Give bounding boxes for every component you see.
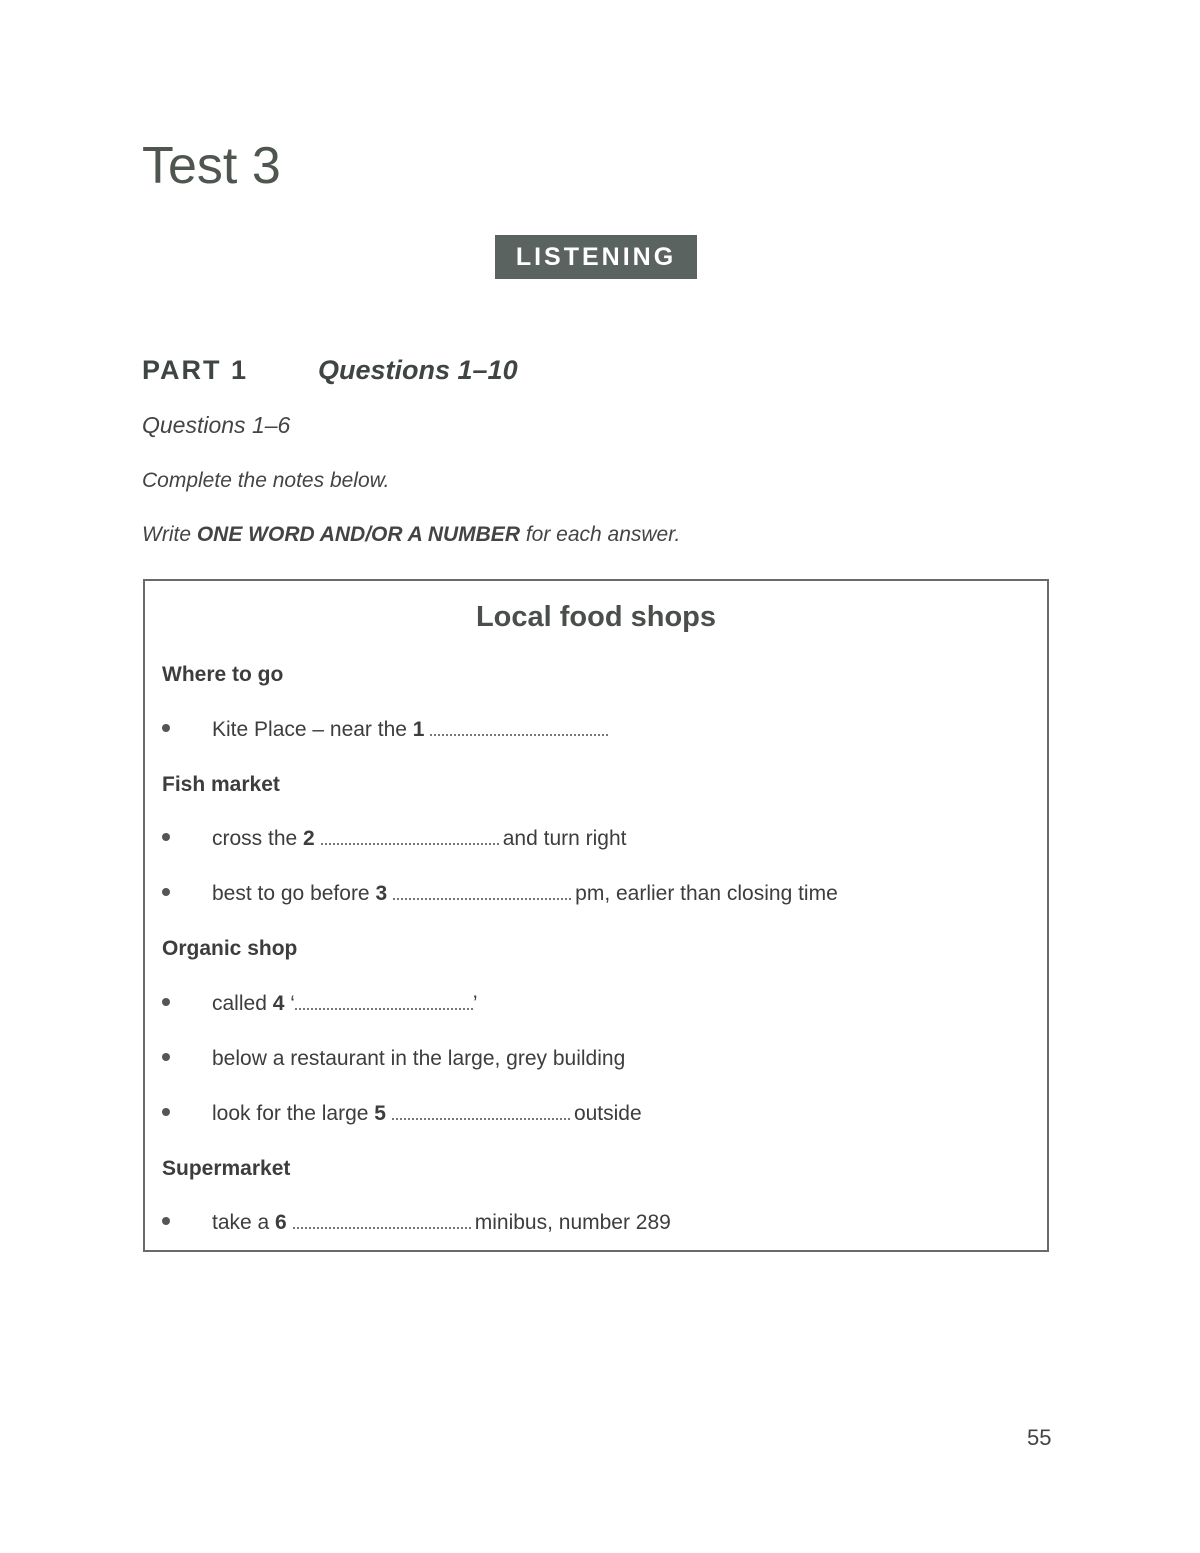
bullet-icon xyxy=(162,1108,170,1116)
note-item-q1 xyxy=(162,718,612,742)
note-text-after: minibus, number 289 xyxy=(474,1211,671,1234)
close-quote: ’ xyxy=(472,992,478,1015)
section-badge: LISTENING xyxy=(495,235,697,279)
answer-gap-4[interactable] xyxy=(295,1007,473,1010)
bullet-icon xyxy=(162,833,170,841)
instruction-complete: Complete the notes below. xyxy=(142,469,390,492)
instruction-write-prefix: Write xyxy=(142,523,197,546)
note-text: cross the xyxy=(212,827,304,850)
part-questions-range: Questions 1–10 xyxy=(318,355,518,385)
bullet-icon xyxy=(162,1217,170,1225)
note-text: take a xyxy=(212,1211,276,1234)
part-label: PART 1 xyxy=(142,355,249,385)
note-item-q6 xyxy=(162,1211,671,1235)
note-item-q4 xyxy=(162,992,478,1016)
answer-gap-6[interactable] xyxy=(293,1226,471,1229)
section-heading-supermarket: Supermarket xyxy=(162,1157,291,1180)
instruction-write xyxy=(142,523,680,547)
answer-gap-5[interactable] xyxy=(392,1117,570,1120)
page-number: 55 xyxy=(1027,1425,1052,1450)
section-heading-organic-shop: Organic shop xyxy=(162,937,298,960)
instruction-write-suffix: for each answer. xyxy=(519,523,681,546)
note-item-q5 xyxy=(162,1102,642,1126)
note-item-restaurant xyxy=(162,1047,625,1071)
question-number: 6 xyxy=(275,1211,287,1234)
instruction-write-emphasis: ONE WORD AND/OR A NUMBER xyxy=(196,523,520,546)
test-title: Test 3 xyxy=(142,137,281,195)
note-item-q2 xyxy=(162,827,626,851)
note-text-after: outside xyxy=(573,1102,642,1125)
note-text-after: pm, earlier than closing time xyxy=(575,882,838,905)
sub-questions-range: Questions 1–6 xyxy=(142,412,291,438)
bullet-icon xyxy=(162,724,170,732)
section-heading-where-to-go: Where to go xyxy=(162,663,284,686)
answer-gap-1[interactable] xyxy=(430,733,608,736)
note-text: best to go before xyxy=(212,882,376,905)
answer-gap-2[interactable] xyxy=(321,842,499,845)
section-heading-fish-market: Fish market xyxy=(162,773,280,796)
question-number: 5 xyxy=(374,1102,386,1125)
question-number: 4 xyxy=(272,992,285,1015)
note-text: below a restaurant in the large, grey building xyxy=(212,1047,626,1070)
note-text: called xyxy=(212,992,273,1015)
note-item-q3 xyxy=(162,882,838,906)
question-number: 1 xyxy=(412,718,425,741)
bullet-icon xyxy=(162,1053,170,1061)
answer-gap-3[interactable] xyxy=(393,897,571,900)
bullet-icon xyxy=(162,998,170,1006)
open-quote: ‘ xyxy=(290,992,295,1015)
bullet-icon xyxy=(162,888,170,896)
note-text: Kite Place – near the xyxy=(212,718,413,741)
note-text: look for the large xyxy=(212,1102,375,1125)
question-number: 3 xyxy=(375,882,388,905)
notes-title: Local food shops xyxy=(475,601,717,633)
notes-box xyxy=(143,579,1049,1252)
question-number: 2 xyxy=(303,827,315,850)
note-text-after: and turn right xyxy=(502,827,627,850)
